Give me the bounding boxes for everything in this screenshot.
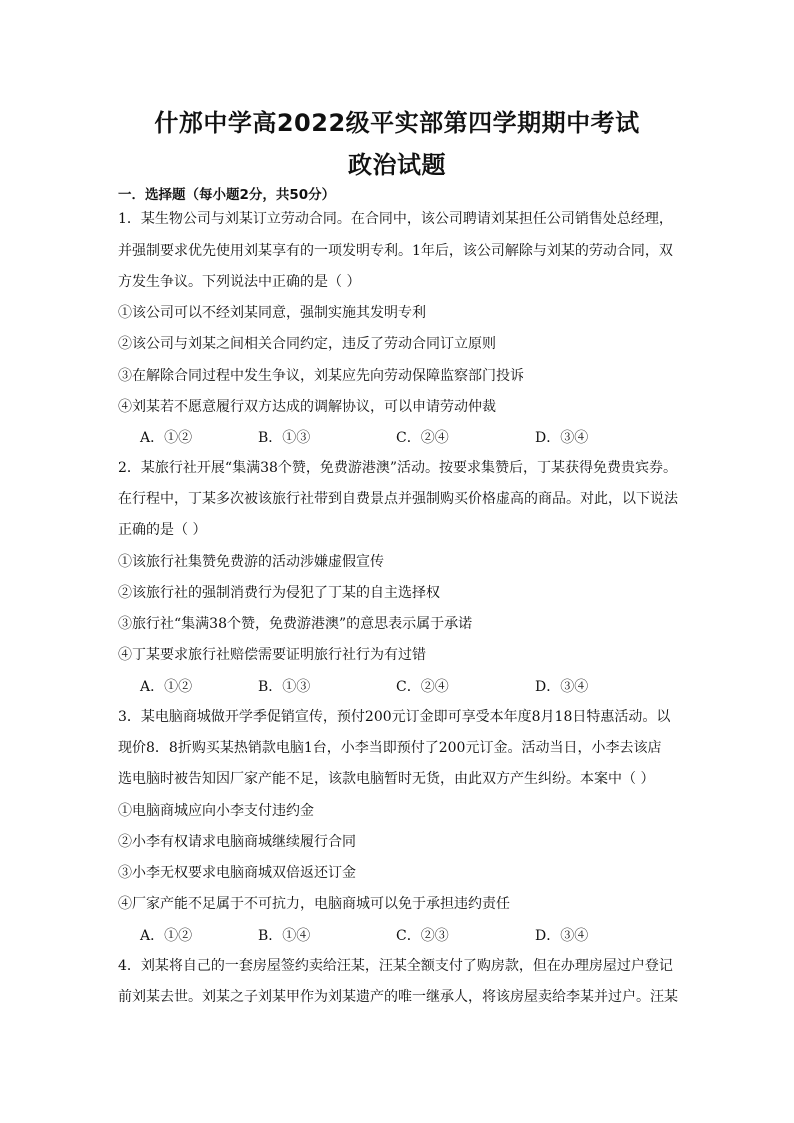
- section-heading: 一．选择题（每小题2分，共50分）: [118, 187, 336, 203]
- answer-option: D．③④: [535, 928, 589, 944]
- question-line: 在行程中，丁某多次被该旅行社带到自费景点并强制购买价格虚高的商品。对此，以下说法: [118, 491, 678, 507]
- answer-option: C．②④: [396, 430, 449, 446]
- question-line: 前刘某去世。刘某之子刘某甲作为刘某遗产的唯一继承人，将该房屋卖给李某并过户。汪某: [118, 989, 678, 1005]
- answer-option: A．①②: [140, 928, 193, 944]
- question-line: ①电脑商城应向小李支付违约金: [118, 803, 314, 819]
- question-stem: 方发生争议。下列说法中正确的是（ ）: [118, 274, 361, 290]
- exam-title: 什邡中学高2022级平实部第四学期期中考试: [154, 109, 640, 137]
- answer-option: A．①②: [140, 679, 193, 695]
- question-line: ④刘某若不愿意履行双方达成的调解协议，可以申请劳动仲裁: [118, 399, 496, 415]
- answer-option: A．①②: [140, 430, 193, 446]
- answer-option: D．③④: [535, 430, 589, 446]
- question-stem: 选电脑时被告知因厂家产能不足，该款电脑暂时无货，由此双方产生纠纷。本案中（ ）: [118, 771, 655, 787]
- question-line: ①该公司可以不经刘某同意，强制实施其发明专利: [118, 305, 426, 321]
- answer-option: B．①③: [258, 679, 311, 695]
- answer-option: B．①③: [258, 430, 311, 446]
- question-line: ④厂家产能不足属于不可抗力，电脑商城可以免于承担违约责任: [118, 896, 510, 912]
- question-line: ③小李无权要求电脑商城双倍返还订金: [118, 865, 356, 881]
- question-line: 并强制要求优先使用刘某享有的一项发明专利。1年后，该公司解除与刘某的劳动合同，双: [118, 243, 673, 259]
- question-line: ③旅行社“集满38个赞，免费游港澳”的意思表示属于承诺: [118, 616, 473, 632]
- question-stem: 4．刘某将自己的一套房屋签约卖给汪某，汪某全额支付了购房款，但在办理房屋过户登记: [118, 958, 673, 974]
- question-line: ④丁某要求旅行社赔偿需要证明旅行社行为有过错: [118, 647, 426, 663]
- exam-subtitle: 政治试题: [348, 151, 446, 179]
- question-line: ②小李有权请求电脑商城继续履行合同: [118, 834, 356, 850]
- question-line: ①该旅行社集赞免费游的活动涉嫌虚假宣传: [118, 554, 384, 570]
- question-line: ②该旅行社的强制消费行为侵犯了丁某的自主选择权: [118, 585, 440, 601]
- question-line: ③在解除合同过程中发生争议，刘某应先向劳动保障监察部门投诉: [118, 368, 524, 384]
- question-stem: 正确的是（ ）: [118, 522, 207, 538]
- answer-option: B．①④: [258, 928, 311, 944]
- question-line: ②该公司与刘某之间相关合同约定，违反了劳动合同订立原则: [118, 336, 496, 352]
- answer-option: C．②④: [396, 679, 449, 695]
- answer-option: D．③④: [535, 679, 589, 695]
- question-stem: 2．某旅行社开展“集满38个赞，免费游港澳”活动。按要求集赞后，丁某获得免费贵宾券。: [118, 460, 678, 476]
- question-stem: 3．某电脑商城做开学季促销宣传，预付200元订金即可享受本年度8月18日特惠活动。以: [118, 709, 671, 725]
- question-stem: 1．某生物公司与刘某订立劳动合同。在合同中，该公司聘请刘某担任公司销售处总经理，: [118, 211, 673, 227]
- answer-option: C．②③: [396, 928, 449, 944]
- question-line: 现价8．8折购买某热销款电脑1台，小李当即预付了200元订金。活动当日，小李去该店: [118, 740, 662, 756]
